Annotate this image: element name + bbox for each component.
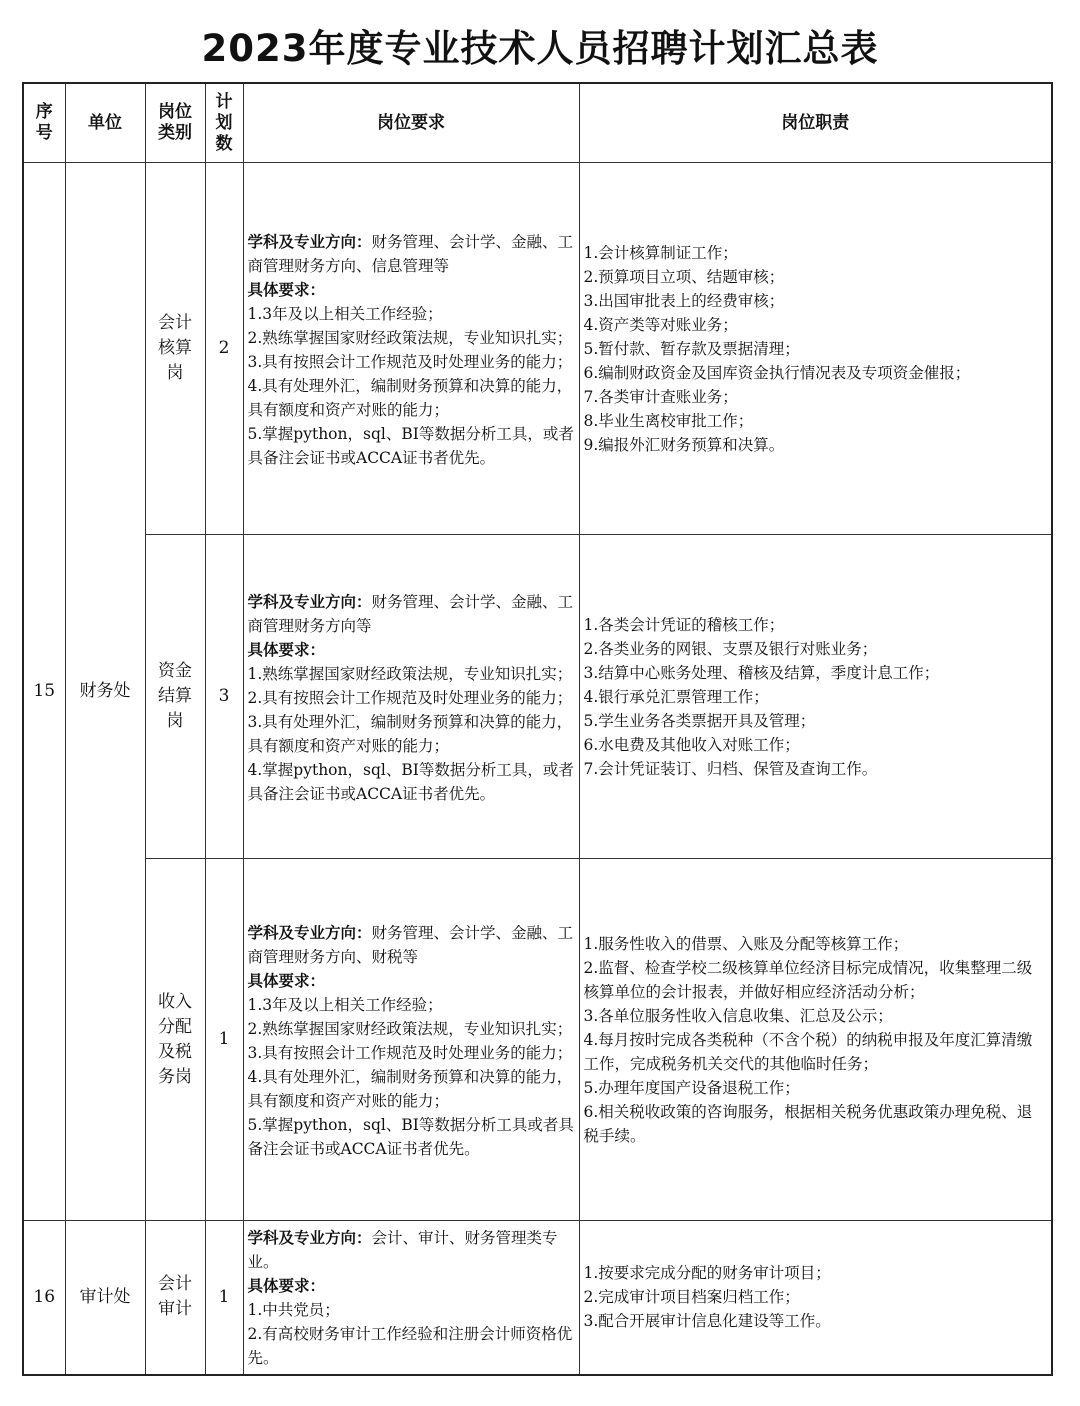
- duties-cell: 1.各类会计凭证的稽核工作； 2.各类业务的网银、支票及银行对账业务； 3.结算中心账务处理、稽核及结算，季度计息工作； 4.银行承兑汇票管理工作； 5.学生业务各类票据开具及管理； 6.水电费及其他收入对账工作； 7.会计凭证装订、归档、保管及查询工作。: [579, 535, 1052, 859]
- header-row: [23, 83, 1052, 163]
- header-requirements: 岗位要求: [243, 83, 579, 163]
- category-cell: 会计核算岗: [145, 163, 205, 535]
- table-row: [23, 535, 1052, 859]
- requirements-cell: 学科及专业方向：财务管理、会计学、金融、工商管理财务方向、信息管理等 具体要求： 1.3年及以上相关工作经验； 2.熟练掌握国家财经政策法规，专业知识扎实； 3.具有按照会计工作规范及时处理业务的能力； 4.具有处理外汇，编制财务预算和决算的能力，具有额度和资产对账的能力； 5.掌握python，sql、BI等数据分析工具，或者具备注会证书或ACCA证书者优先。: [243, 163, 579, 535]
- plan-cell: 1: [205, 859, 243, 1221]
- category-cell: 收入分配及税务岗: [145, 859, 205, 1221]
- unit-cell: 财务处: [65, 163, 145, 1221]
- header-category: 岗位 类别: [145, 83, 205, 163]
- requirements-cell: 学科及专业方向：会计、审计、财务管理类专业。 具体要求： 1.中共党员； 2.有高校财务审计工作经验和注册会计师资格优先。: [243, 1221, 579, 1375]
- header-seq: 序 号: [23, 83, 65, 163]
- duties-cell: 1.服务性收入的借票、入账及分配等核算工作； 2.监督、检查学校二级核算单位经济目标完成情况，收集整理二级核算单位的会计报表，并做好相应经济活动分析； 3.各单位服务性收入信息收集、汇总及公示； 4.每月按时完成各类税种（不含个税）的纳税申报及年度汇算清缴工作，完成税务机关交代的其他临时任务； 5.办理年度国产设备退税工作； 6.相关税收政策的咨询服务，根据相关税务优惠政策办理免税、退税手续。: [579, 859, 1052, 1221]
- duties-cell: 1.按要求完成分配的财务审计项目； 2.完成审计项目档案归档工作； 3.配合开展审计信息化建设等工作。: [579, 1221, 1052, 1375]
- seq-cell: 15: [23, 163, 65, 1221]
- plan-cell: 2: [205, 163, 243, 535]
- table-row: [23, 859, 1052, 1221]
- duties-cell: 1.会计核算制证工作； 2.预算项目立项、结题审核； 3.出国审批表上的经费审核； 4.资产类等对账业务； 5.暂付款、暂存款及票据清理； 6.编制财政资金及国库资金执行情况表及专项资金催报； 7.各类审计查账业务； 8.毕业生离校审批工作； 9.编报外汇财务预算和决算。: [579, 163, 1052, 535]
- page-title: 2023年度专业技术人员招聘计划汇总表: [201, 27, 879, 70]
- table-row: [23, 1221, 1052, 1375]
- plan-cell: 3: [205, 535, 243, 859]
- category-cell: 资金结算岗: [145, 535, 205, 859]
- requirements-cell: 学科及专业方向：财务管理、会计学、金融、工商管理财务方向、财税等 具体要求： 1.3年及以上相关工作经验； 2.熟练掌握国家财经政策法规，专业知识扎实； 3.具有按照会计工作规范及时处理业务的能力； 4.具有处理外汇，编制财务预算和决算的能力，具有额度和资产对账的能力； 5.掌握python，sql、BI等数据分析工具或者具备注会证书或ACCA证书者优先。: [243, 859, 579, 1221]
- unit-cell: 审计处: [65, 1221, 145, 1375]
- recruitment-table: [22, 82, 1053, 1376]
- table-row: [23, 163, 1052, 535]
- requirements-cell: 学科及专业方向：财务管理、会计学、金融、工商管理财务方向等 具体要求： 1.熟练掌握国家财经政策法规，专业知识扎实； 2.具有按照会计工作规范及时处理业务的能力； 3.具有处理外汇，编制财务预算和决算的能力，具有额度和资产对账的能力； 4.掌握python，sql、BI等数据分析工具，或者具备注会证书或ACCA证书者优先。: [243, 535, 579, 859]
- header-unit: 单位: [65, 83, 145, 163]
- seq-cell: 16: [23, 1221, 65, 1375]
- header-plan: 计 划 数: [205, 83, 243, 163]
- plan-cell: 1: [205, 1221, 243, 1375]
- category-cell: 会计审计: [145, 1221, 205, 1375]
- header-duties: 岗位职责: [579, 83, 1052, 163]
